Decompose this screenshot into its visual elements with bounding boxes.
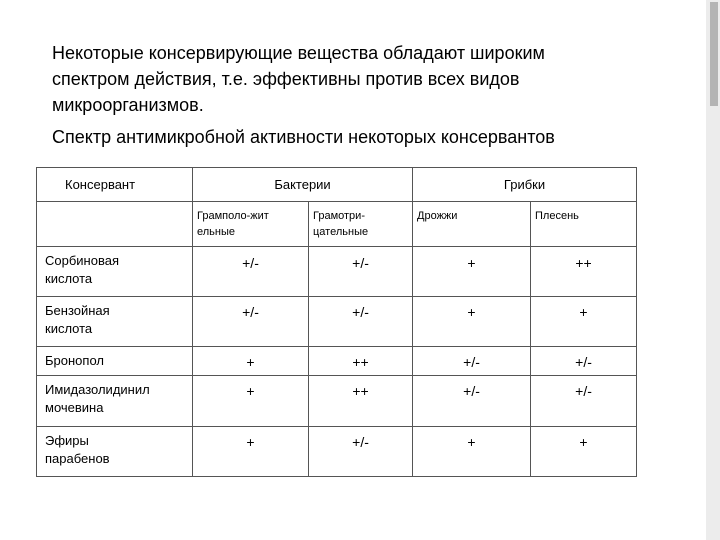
cell-yeast: + bbox=[413, 297, 531, 347]
name-line: Сорбиновая bbox=[45, 253, 119, 268]
subheader-text: цательные bbox=[313, 226, 369, 238]
table-title: Спектр антимикробной активности некоторых консервантов bbox=[52, 127, 555, 147]
cell-mold: +/- bbox=[531, 347, 637, 376]
cell-mold: + bbox=[531, 427, 637, 477]
cell-yeast: + bbox=[413, 427, 531, 477]
subheader-text: ельные bbox=[197, 226, 236, 238]
header-row bbox=[37, 168, 637, 202]
intro-line: спектром действия, т.е. эффективны против всех видов bbox=[52, 69, 520, 89]
cell-gram-positive: + bbox=[193, 347, 309, 376]
subheader-yeast bbox=[413, 202, 531, 247]
preservatives-table bbox=[36, 167, 637, 477]
cell-mold: +/- bbox=[531, 376, 637, 427]
intro-paragraph bbox=[52, 40, 652, 118]
cell-gram-negative: ++ bbox=[309, 376, 413, 427]
name-line: Бензойная bbox=[45, 303, 110, 318]
subheader-text: Грамотри- bbox=[313, 210, 365, 222]
name-line: Бронопол bbox=[45, 353, 104, 368]
table-row bbox=[37, 347, 637, 376]
subheader-gram-negative bbox=[309, 202, 413, 247]
cell-gram-negative: ++ bbox=[309, 347, 413, 376]
subheader-row bbox=[37, 202, 637, 247]
cell-gram-positive: + bbox=[193, 376, 309, 427]
name-line: кислота bbox=[45, 271, 93, 286]
cell-gram-positive: + bbox=[193, 427, 309, 477]
scrollbar-track[interactable] bbox=[706, 0, 720, 540]
name-line: Имидазолидинил bbox=[45, 382, 150, 397]
row-preservative-name bbox=[37, 297, 193, 347]
cell-mold: + bbox=[531, 297, 637, 347]
subheader-gram-positive bbox=[193, 202, 309, 247]
header-bacteria: Бактерии bbox=[193, 168, 413, 202]
cell-gram-positive: +/- bbox=[193, 247, 309, 297]
cell-gram-positive: +/- bbox=[193, 297, 309, 347]
row-preservative-name bbox=[37, 376, 193, 427]
row-preservative-name bbox=[37, 347, 193, 376]
cell-gram-negative: +/- bbox=[309, 427, 413, 477]
header-preservative: Консервант bbox=[37, 168, 193, 202]
subheader-text: Плесень bbox=[535, 210, 579, 222]
subheader-text: Дрожжи bbox=[417, 210, 458, 222]
cell-yeast: + bbox=[413, 247, 531, 297]
cell-yeast: +/- bbox=[413, 376, 531, 427]
name-line: кислота bbox=[45, 321, 93, 336]
table-row bbox=[37, 427, 637, 477]
subheader-mold bbox=[531, 202, 637, 247]
cell-gram-negative: +/- bbox=[309, 247, 413, 297]
cell-gram-negative: +/- bbox=[309, 297, 413, 347]
subheader-text: Грамполо-жит bbox=[197, 210, 269, 222]
intro-line: микроорганизмов. bbox=[52, 95, 204, 115]
header-fungi: Грибки bbox=[413, 168, 637, 202]
row-preservative-name bbox=[37, 427, 193, 477]
cell-yeast: +/- bbox=[413, 347, 531, 376]
intro-line: Некоторые консервирующие вещества обладают широким bbox=[52, 43, 545, 63]
table-row bbox=[37, 376, 637, 427]
name-line: мочевина bbox=[45, 400, 104, 415]
name-line: парабенов bbox=[45, 451, 110, 466]
cell-mold: ++ bbox=[531, 247, 637, 297]
table-row bbox=[37, 297, 637, 347]
row-preservative-name bbox=[37, 247, 193, 297]
table-row bbox=[37, 247, 637, 297]
name-line: Эфиры bbox=[45, 433, 89, 448]
scrollbar-thumb[interactable] bbox=[710, 2, 718, 106]
subheader-empty bbox=[37, 202, 193, 247]
